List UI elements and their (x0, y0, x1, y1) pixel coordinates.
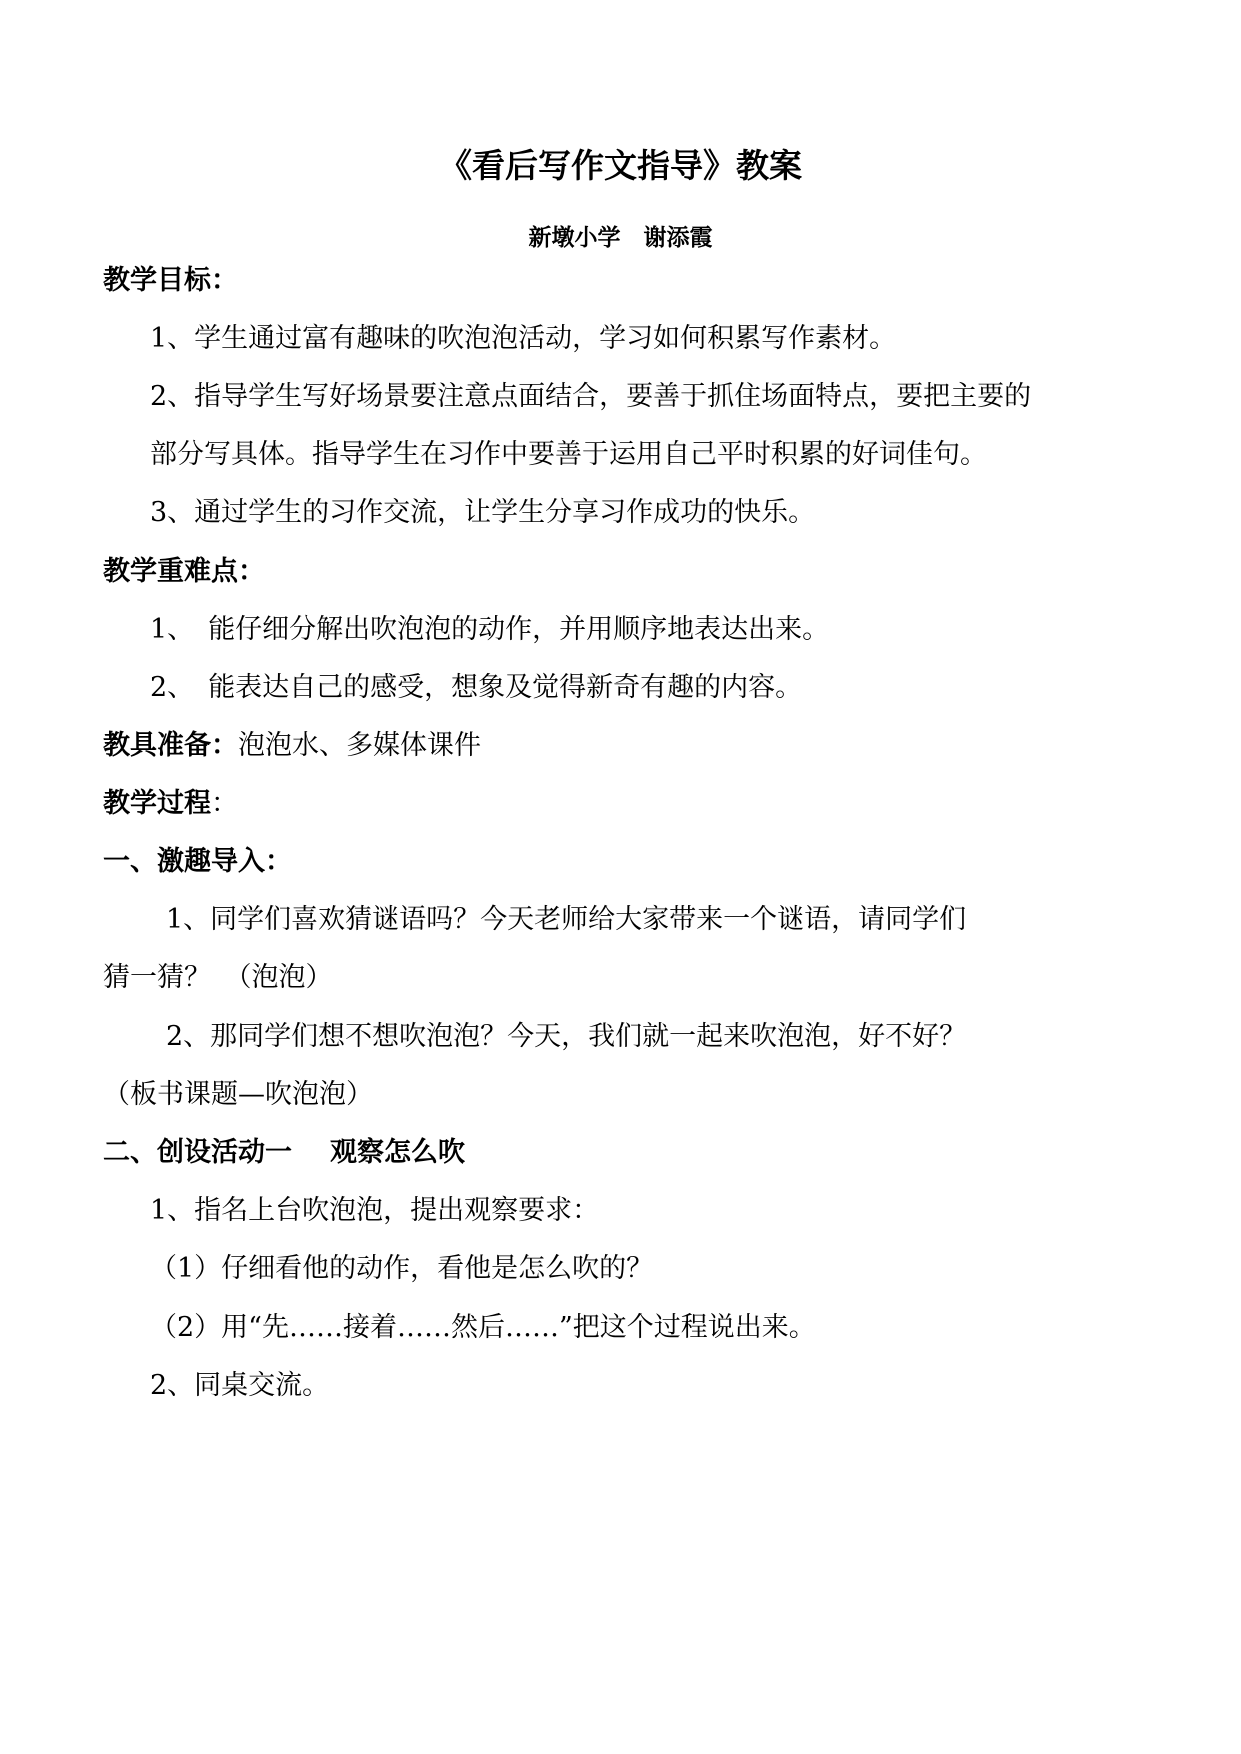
key-point-item-1-text: 能仔细分解出吹泡泡的动作，并用顺序地表达出来。 (208, 614, 830, 645)
objective-item-3: 3、通过学生的习作交流，让学生分享习作成功的快乐。 (150, 497, 816, 528)
section-2-item-1: 1、指名上台吹泡泡，提出观察要求： (150, 1195, 600, 1226)
key-points-heading: 教学重难点： (103, 556, 265, 587)
key-point-item-2-number: 2、 (150, 672, 195, 703)
document-title: 《看后写作文指导》教案 (439, 146, 802, 185)
section-2-heading (103, 1136, 465, 1170)
materials-value: 泡泡水、多媒体课件 (238, 730, 481, 761)
section-1-item-1-line-2: 猜一猜？ （泡泡） (103, 962, 333, 993)
materials-label: 教具准备： (103, 730, 238, 761)
document-author: 新墩小学 谢添霞 (528, 225, 713, 251)
key-point-item-1-number: 1、 (150, 614, 195, 645)
section-1-item-2-line-1: 2、那同学们想不想吹泡泡？今天，我们就一起来吹泡泡，好不好？ (166, 1021, 967, 1052)
section-2-sub-item-1: （1）仔细看他的动作，看他是怎么吹的？ (150, 1253, 654, 1284)
section-2-heading-part-1: 二、创设活动一 (103, 1137, 292, 1168)
section-1-item-1-line-1: 1、同学们喜欢猜谜语吗？今天老师给大家带来一个谜语，请同学们 (166, 904, 967, 935)
objective-item-2-line-2: 部分写具体。指导学生在习作中要善于运用自己平时积累的好词佳句。 (150, 439, 987, 470)
section-1-heading: 一、激趣导入： (103, 846, 292, 877)
process-heading-line (103, 787, 238, 821)
process-heading: 教学过程 (103, 788, 211, 819)
objectives-heading: 教学目标： (103, 265, 238, 296)
materials-line (103, 729, 481, 763)
section-2-heading-part-2: 观察怎么吹 (330, 1137, 465, 1168)
objective-item-2-line-1: 2、指导学生写好场景要注意点面结合，要善于抓住场面特点，要把主要的 (150, 381, 1032, 412)
key-point-item-1 (150, 613, 829, 647)
key-point-item-2-text: 能表达自己的感受，想象及觉得新奇有趣的内容。 (208, 672, 803, 703)
objective-item-1: 1、学生通过富有趣味的吹泡泡活动，学习如何积累写作素材。 (150, 323, 897, 354)
key-point-item-2 (150, 671, 802, 705)
section-2-sub-item-2: （2）用“先……接着……然后……”把这个过程说出来。 (150, 1312, 816, 1343)
process-heading-colon: ： (211, 788, 238, 819)
section-2-item-2: 2、同桌交流。 (150, 1370, 330, 1401)
section-1-item-2-line-2: （板书课题—吹泡泡） (103, 1079, 373, 1110)
